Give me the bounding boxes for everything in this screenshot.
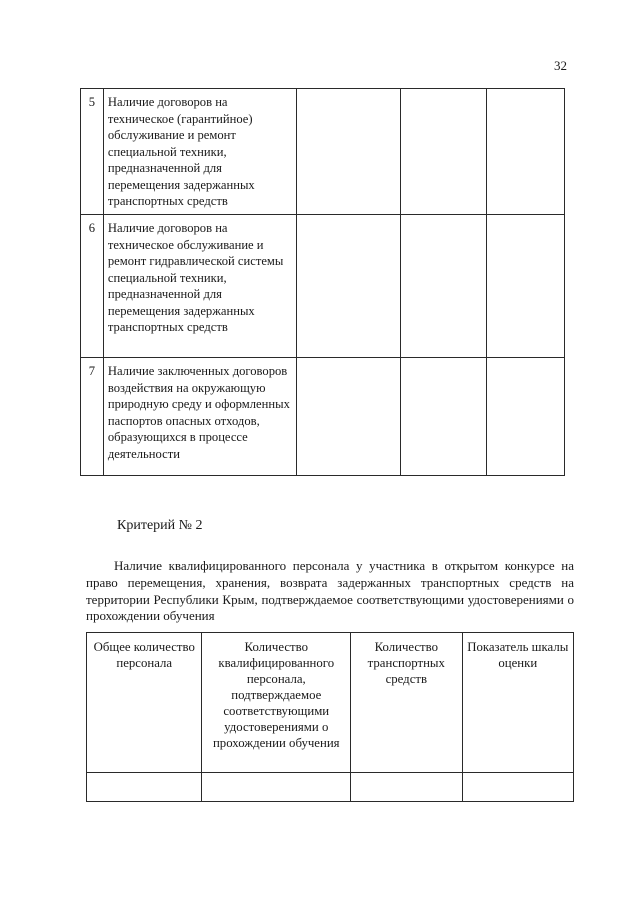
table-row	[81, 215, 565, 358]
empty-cell	[487, 358, 565, 476]
table-row	[87, 773, 574, 802]
row-description: Наличие договоров на техническое обслуживание и ремонт гидравлической системы специальной техники, предназначенной для перемещения задержанных транспортных средств	[103, 215, 296, 358]
criterion-title: Критерий № 2	[117, 518, 203, 533]
empty-cell	[297, 358, 400, 476]
page-number: 32	[554, 58, 567, 73]
empty-cell	[351, 773, 462, 802]
empty-cell	[487, 89, 565, 215]
empty-cell	[462, 773, 573, 802]
table-row	[81, 89, 565, 215]
header-total-staff: Общее количество персонала	[87, 633, 202, 773]
criterion-description: Наличие квалифицированного персонала у участника в открытом конкурсе на право перемещения, хранения, возврата задержанных транспортных средств на территории Республики Крым, подтверждаемое соответствующими удостоверениями о прохождении обучения	[86, 558, 574, 624]
table-row	[81, 358, 565, 476]
table-header-row	[87, 633, 574, 773]
criteria-table-continued	[80, 88, 565, 476]
empty-cell	[400, 215, 487, 358]
header-vehicles: Количество транспортных средств	[351, 633, 462, 773]
empty-cell	[400, 89, 487, 215]
empty-cell	[297, 215, 400, 358]
row-number: 6	[81, 215, 104, 358]
empty-cell	[400, 358, 487, 476]
row-description: Наличие заключенных договоров воздействия на окружающую природную среду и оформленных паспортов опасных отходов, образующихся в процессе деятельности	[103, 358, 296, 476]
row-description: Наличие договоров на техническое (гарантийное) обслуживание и ремонт специальной техники, предназначенной для перемещения задержанных транспортных средств	[103, 89, 296, 215]
row-number: 5	[81, 89, 104, 215]
row-number: 7	[81, 358, 104, 476]
empty-cell	[487, 215, 565, 358]
header-score: Показатель шкалы оценки	[462, 633, 573, 773]
empty-cell	[87, 773, 202, 802]
staff-criterion-table	[86, 632, 574, 802]
empty-cell	[202, 773, 351, 802]
empty-cell	[297, 89, 400, 215]
header-qualified-staff: Количество квалифицированного персонала, подтверждаемое соответствующими удостоверениями о прохождении обучения	[202, 633, 351, 773]
